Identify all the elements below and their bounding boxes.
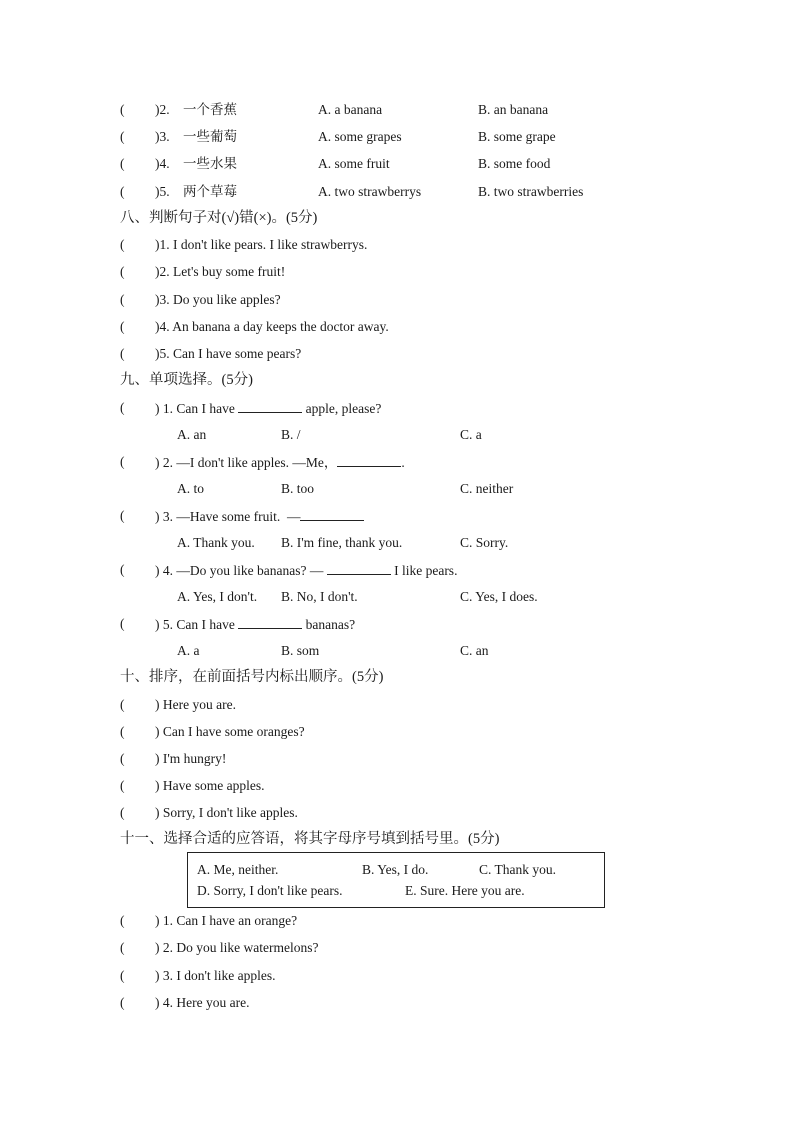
option-a: A. a [177, 643, 200, 658]
question-number: )3. [155, 129, 170, 144]
fill-blank[interactable] [327, 562, 391, 575]
sentence: ) I'm hungry! [155, 751, 227, 766]
answer-paren[interactable]: ( [120, 237, 125, 252]
answer-paren[interactable]: ( [120, 751, 125, 766]
sentence: ) Have some apples. [155, 778, 265, 793]
answer-paren[interactable]: ( [120, 346, 125, 361]
question-text [155, 454, 405, 471]
question-tail: bananas? [302, 617, 356, 632]
option-b: B. some food [478, 156, 551, 171]
dialogue-line: ) 2. Do you like watermelons? [155, 940, 319, 955]
answer-paren[interactable]: ( [120, 319, 125, 334]
sentence: ) Can I have some oranges? [155, 724, 305, 739]
option-b: B. som [281, 643, 320, 658]
answer-paren[interactable]: ( [120, 724, 125, 739]
question-text [155, 562, 457, 579]
option-a: A. some fruit [318, 156, 390, 171]
statement: )2. Let's buy some fruit! [155, 264, 286, 279]
option-b: B. I'm fine, thank you. [281, 535, 403, 550]
option-b: B. two strawberries [478, 184, 584, 199]
section-title: 十、排序，在前面括号内标出顺序。(5分) [120, 669, 384, 685]
answer-paren[interactable]: ( [120, 292, 125, 307]
question-text [155, 508, 364, 525]
answer-paren[interactable]: ( [120, 995, 125, 1010]
answer-paren[interactable]: ( [120, 778, 125, 793]
option-c: C. Thank you. [479, 862, 556, 877]
dialogue-line: ) 3. I don't like apples. [155, 968, 276, 983]
question-stem: ) 3. —Have some fruit. — [155, 509, 301, 524]
question-number: )5. [155, 184, 170, 199]
sentence: ) Sorry, I don't like apples. [155, 805, 298, 820]
question-tail: I like pears. [390, 563, 458, 578]
question-text [155, 616, 355, 633]
answer-paren[interactable]: ( [120, 508, 125, 523]
answer-paren[interactable]: ( [120, 129, 125, 144]
question-stem: ) 2. —I don't like apples. —Me， [155, 455, 338, 470]
section-title: 九、单项选择。(5分) [120, 372, 253, 388]
dialogue-line: ) 4. Here you are. [155, 995, 250, 1010]
option-c: C. an [460, 643, 489, 658]
statement: )1. I don't like pears. I like strawberrys. [155, 237, 368, 252]
answer-paren[interactable]: ( [120, 264, 125, 279]
question-number: )2. [155, 102, 170, 117]
chinese-prompt: 一个香蕉 [183, 102, 237, 117]
option-b: B. No, I don't. [281, 589, 358, 604]
option-b: B. too [281, 481, 315, 496]
section-title: 十一、选择合适的应答语，将其字母序号填到括号里。(5分) [120, 831, 500, 847]
answer-paren[interactable]: ( [120, 562, 125, 577]
answer-paren[interactable]: ( [120, 940, 125, 955]
answer-paren[interactable]: ( [120, 616, 125, 631]
question-text [155, 400, 381, 417]
chinese-prompt: 两个草莓 [183, 184, 237, 199]
answer-paren[interactable]: ( [120, 184, 125, 199]
option-a: A. some grapes [318, 129, 402, 144]
option-a: A. Thank you. [177, 535, 255, 550]
question-stem: ) 4. —Do you like bananas? — [155, 563, 327, 578]
option-b: B. some grape [478, 129, 556, 144]
option-a: A. an [177, 427, 207, 442]
statement: )4. An banana a day keeps the doctor away. [155, 319, 389, 334]
question-tail: . [401, 455, 405, 470]
fill-blank[interactable] [300, 508, 364, 521]
answer-paren[interactable]: ( [120, 913, 125, 928]
statement: )5. Can I have some pears? [155, 346, 302, 361]
section-title: 八、判断句子对(√)错(×)。(5分) [120, 210, 318, 226]
answer-paren[interactable]: ( [120, 805, 125, 820]
option-d: D. Sorry, I don't like pears. [197, 883, 343, 898]
question-stem: ) 5. Can I have [155, 617, 239, 632]
sentence: ) Here you are. [155, 697, 236, 712]
question-tail: apple, please? [302, 401, 382, 416]
option-c: C. a [460, 427, 482, 442]
options-box [187, 852, 605, 908]
option-b: B. / [281, 427, 301, 442]
chinese-prompt: 一些葡萄 [183, 129, 237, 144]
fill-blank[interactable] [238, 616, 302, 629]
dialogue-line: ) 1. Can I have an orange? [155, 913, 298, 928]
statement: )3. Do you like apples? [155, 292, 281, 307]
question-stem: ) 1. Can I have [155, 401, 239, 416]
fill-blank[interactable] [337, 454, 401, 467]
answer-paren[interactable]: ( [120, 454, 125, 469]
answer-paren[interactable]: ( [120, 156, 125, 171]
option-b: B. Yes, I do. [362, 862, 429, 877]
answer-paren[interactable]: ( [120, 400, 125, 415]
option-a: A. to [177, 481, 204, 496]
option-c: C. neither [460, 481, 514, 496]
option-b: B. an banana [478, 102, 549, 117]
option-c: C. Yes, I does. [460, 589, 538, 604]
answer-paren[interactable]: ( [120, 697, 125, 712]
answer-paren[interactable]: ( [120, 102, 125, 117]
fill-blank[interactable] [238, 400, 302, 413]
option-a: A. Me, neither. [197, 862, 279, 877]
answer-paren[interactable]: ( [120, 968, 125, 983]
option-a: A. two strawberrys [318, 184, 422, 199]
option-c: C. Sorry. [460, 535, 509, 550]
option-a: A. Yes, I don't. [177, 589, 258, 604]
option-e: E. Sure. Here you are. [405, 883, 525, 898]
option-a: A. a banana [318, 102, 383, 117]
chinese-prompt: 一些水果 [183, 156, 237, 171]
question-number: )4. [155, 156, 170, 171]
